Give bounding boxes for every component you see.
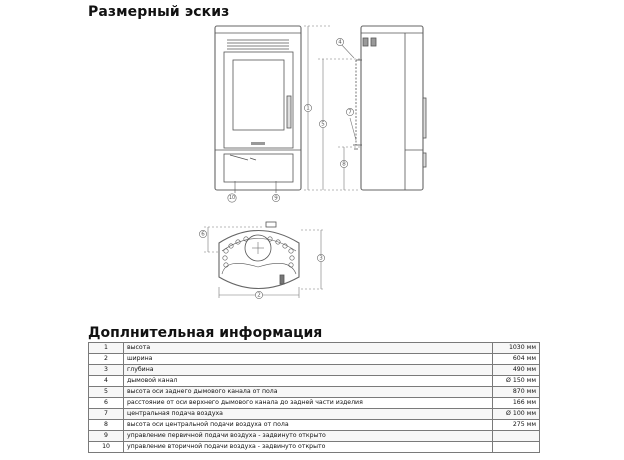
- front-view: [215, 26, 301, 193]
- table-row: [89, 387, 540, 398]
- table-row: [89, 420, 540, 431]
- row-number: 1: [89, 343, 124, 354]
- table-row: [89, 442, 540, 453]
- table-row: [89, 376, 540, 387]
- table-row: [89, 365, 540, 376]
- row-number: 4: [89, 376, 124, 387]
- callout-4: 4: [338, 39, 342, 46]
- top-view-dimensions: [204, 227, 325, 298]
- height-dimensions: [304, 26, 360, 190]
- row-label: высота оси заднего дымового канала от пола: [124, 387, 493, 398]
- row-number: 5: [89, 387, 124, 398]
- callout-3: 3: [319, 255, 323, 262]
- table-row: [89, 343, 540, 354]
- row-value: Ø 150 мм: [493, 376, 540, 387]
- callout-10: 10: [228, 195, 236, 201]
- row-label: высота: [124, 343, 493, 354]
- callout-7: 7: [348, 109, 352, 116]
- row-value: 1030 мм: [493, 343, 540, 354]
- specs-table: [88, 342, 540, 453]
- row-label: управление первичной подачи воздуха - задвинуто открыто: [124, 431, 493, 442]
- row-value: 275 мм: [493, 420, 540, 431]
- row-value: [493, 442, 540, 453]
- callout-8: 8: [342, 161, 346, 168]
- row-number: 10: [89, 442, 124, 453]
- row-number: 7: [89, 409, 124, 420]
- table-row: [89, 398, 540, 409]
- row-value: [493, 431, 540, 442]
- row-number: 2: [89, 354, 124, 365]
- row-value: Ø 100 мм: [493, 409, 540, 420]
- row-value: 166 мм: [493, 398, 540, 409]
- row-label: дымовой канал: [124, 376, 493, 387]
- table-row: [89, 354, 540, 365]
- callout-9: 9: [274, 195, 278, 202]
- table-row: [89, 431, 540, 442]
- row-label: центральная подача воздуха: [124, 409, 493, 420]
- row-label: высота оси центральной подачи воздуха от пола: [124, 420, 493, 431]
- callout-1: 1: [306, 105, 310, 112]
- row-label: расстояние от оси верхнего дымового канала до задней части изделия: [124, 398, 493, 409]
- side-view: [353, 26, 426, 190]
- callout-5: 5: [321, 121, 325, 128]
- page-title: Размерный эскиз: [88, 4, 230, 20]
- row-label: ширина: [124, 354, 493, 365]
- row-label: управление вторичной подачи воздуха - задвинуто открыто: [124, 442, 493, 453]
- row-number: 9: [89, 431, 124, 442]
- row-value: 870 мм: [493, 387, 540, 398]
- callout-6: 6: [201, 231, 205, 238]
- row-value: 490 мм: [493, 365, 540, 376]
- row-number: 8: [89, 420, 124, 431]
- row-value: 604 мм: [493, 354, 540, 365]
- callout-2: 2: [257, 292, 261, 299]
- row-label: глубина: [124, 365, 493, 376]
- table-row: [89, 409, 540, 420]
- row-number: 6: [89, 398, 124, 409]
- top-view: [219, 222, 299, 289]
- info-title: Доплнительная информация: [88, 325, 323, 341]
- row-number: 3: [89, 365, 124, 376]
